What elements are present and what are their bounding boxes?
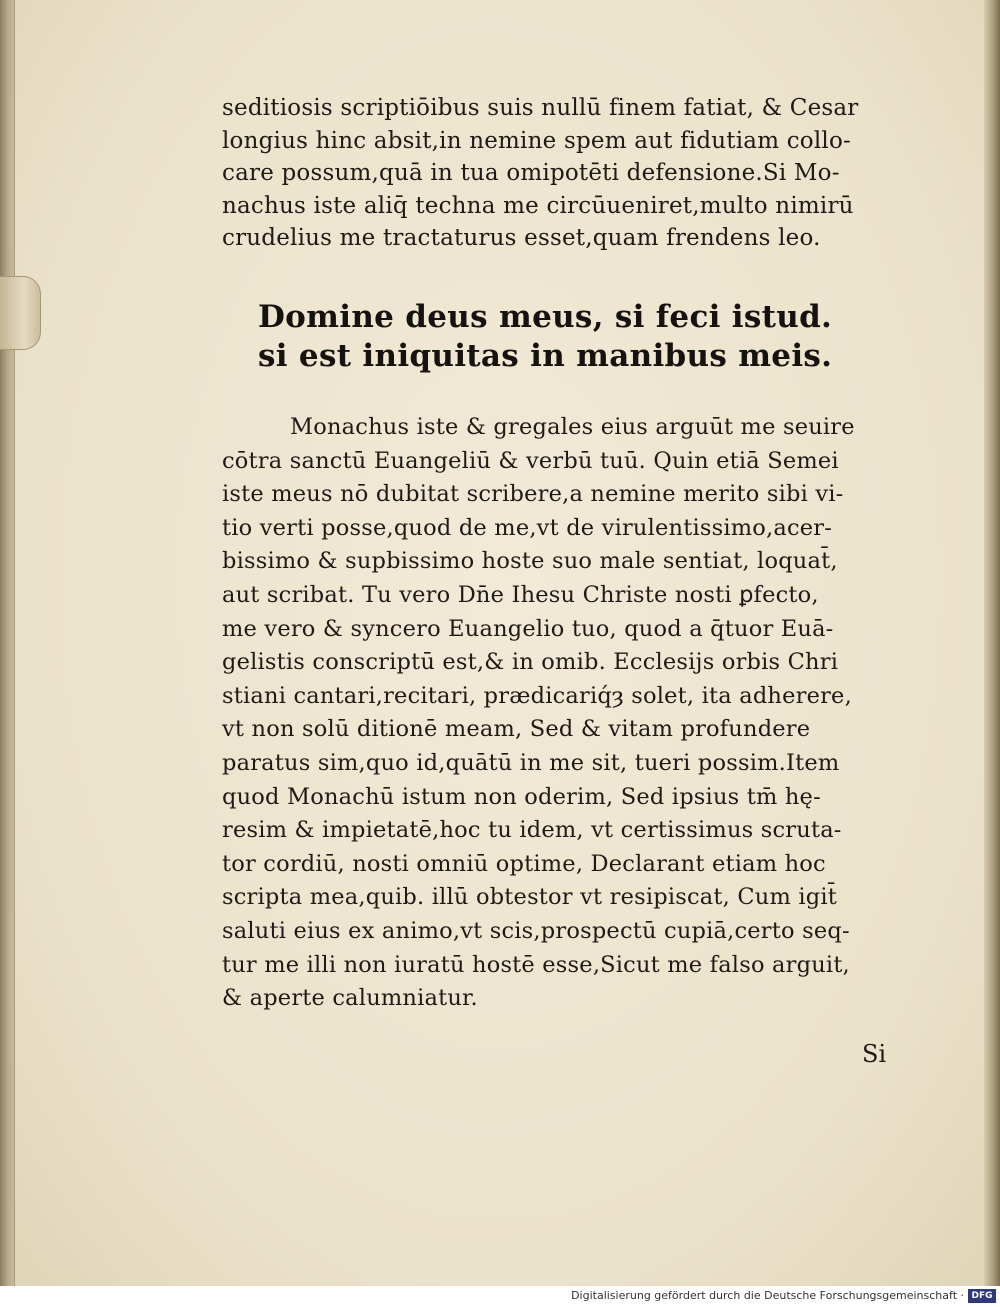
- blackletter-heading: [258, 298, 898, 376]
- text-line: nachus iste aliq̄ techna me circūueniret,multo nimirū: [222, 192, 854, 219]
- text-line: paratus sim,quo id,quātū in me sit, tueri possim.Item: [222, 749, 840, 776]
- text-line: iste meus nō dubitat scribere,a nemine merito sibi vi-: [222, 481, 844, 508]
- text-line: longius hinc absit,in nemine spem aut fidutiam collo-: [222, 127, 851, 154]
- footer-credit: Digitalisierung gefördert durch die Deutsche Forschungsgemeinschaft ·: [571, 1289, 964, 1302]
- text-line: resim & impietatē,hoc tu idem, vt certissimus scruta-: [222, 817, 842, 844]
- text-line: quod Monachū istum non oderim, Sed ipsius tm̄ hę-: [222, 783, 821, 810]
- text-line: bissimo & supbissimo hoste suo male sentiat, loquat̄,: [222, 548, 838, 575]
- text-line: tur me illi non iuratū hostē esse,Sicut me falso arguit,: [222, 951, 850, 978]
- text-line: care possum,quā in tua omipotēti defensione.Si Mo-: [222, 160, 840, 186]
- text-line: vt non solū ditionē meam, Sed & vitam profundere: [222, 716, 811, 743]
- digitization-footer: [0, 1286, 1000, 1307]
- text-line: tor cordiū, nosti omniū optime, Declarant etiam hoc: [222, 850, 826, 877]
- text-line: & aperte calumniatur.: [222, 985, 478, 1012]
- heading-line: si est iniquitas in manibus meis.: [258, 338, 833, 374]
- text-line: me vero & syncero Euangelio tuo, quod a q̄tuor Euā-: [222, 615, 834, 642]
- text-line: saluti eius ex animo,vt scis,prospectū cupiā,certo seq-: [222, 917, 850, 944]
- text-line: crudelius me tractaturus esset,quam frendens leo.: [222, 225, 821, 251]
- paragraph-2: [222, 411, 890, 1016]
- catchword: Si: [862, 1040, 887, 1068]
- text-line: scripta mea,quib. illū obtestor vt resipiscat, Cum igit̄: [222, 884, 837, 911]
- dfg-logo: DFG: [968, 1289, 996, 1303]
- text-line: cōtra sanctū Euangeliū & verbū tuū. Quin etiā Semei: [222, 447, 839, 474]
- text-line: Monachus iste & gregales eius arguūt me seuire: [290, 414, 855, 440]
- text-line: tio verti posse,quod de me,vt de virulentissimo,acer-: [222, 514, 833, 541]
- page-clip: [0, 276, 41, 350]
- text-line: seditiosis scriptiōibus suis nullū finem fatiat, & Cesar: [222, 95, 859, 121]
- text-line: stiani cantari,recitari, prædicariq́ȝ solet, ita adherere,: [222, 682, 852, 709]
- heading-line: Domine deus meus, si feci istud.: [258, 299, 833, 335]
- page-right-edge: [984, 0, 1000, 1286]
- text-line: gelistis conscriptū est,& in omib. Ecclesijs orbis Chri: [222, 649, 839, 676]
- paragraph-1: [222, 92, 890, 255]
- text-line: aut scribat. Tu vero Dn̄e Ihesu Christe nosti ꝑfecto,: [222, 581, 819, 608]
